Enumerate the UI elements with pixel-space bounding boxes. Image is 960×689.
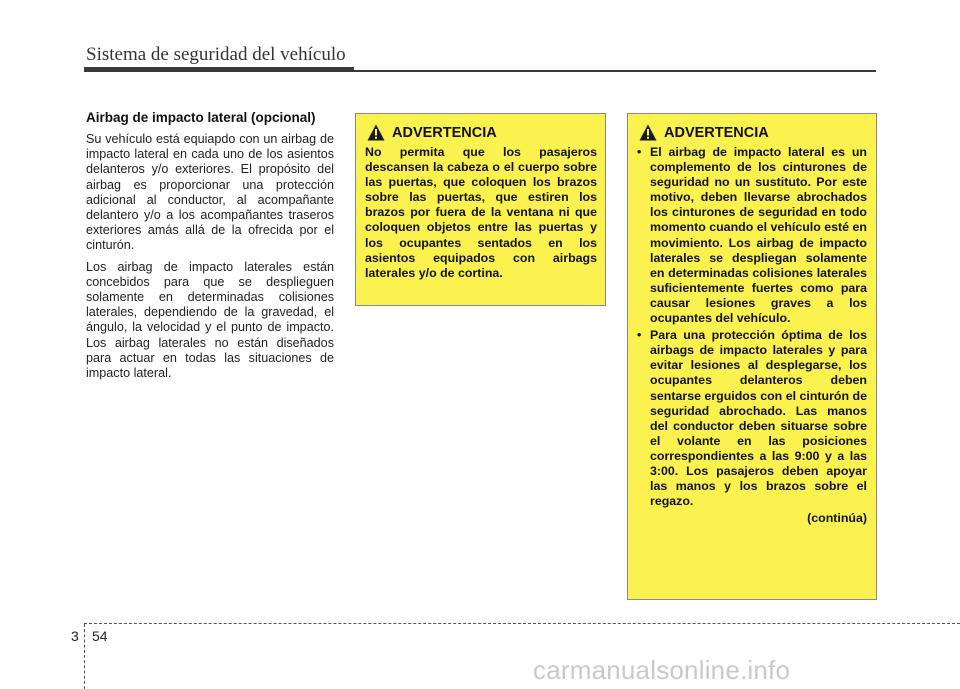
warning-title: ADVERTENCIA [392, 124, 497, 141]
warning-triangle-icon [639, 124, 657, 141]
warning-text: No permita que los pasajeros descansen la cabeza o el cuerpo sobre las puertas, que coloquen los brazos sobre las puertas, que estiren los brazos por fuera de la ventana ni que coloquen objetos entre las puertas y los ocupantes sentados en los asientos equipados con airbags laterales y/o de cortina. [365, 145, 597, 280]
section-heading: Airbag de impacto lateral (opcional) [86, 110, 316, 125]
header-rule-thin [354, 70, 876, 72]
watermark: carmanualsonline.info [533, 655, 791, 685]
chapter-number: 3 [71, 628, 79, 644]
warning-box-2 [627, 113, 877, 600]
airbag-section [86, 110, 334, 387]
warning-list [637, 145, 867, 509]
continued-label: (continúa) [807, 511, 867, 526]
warning-item-text: El airbag de impacto lateral es un complemento de los cinturones de seguridad no un sustituto. Por este motivo, deben llevarse abrochados los cinturones de seguridad en todo momento cuando el vehículo esté en movimiento. Los airbag de impacto laterales se despliegan solamente en determinadas colisiones laterales suficientemente fuertes como para causar lesiones graves a los ocupantes del vehículo. [650, 145, 867, 326]
warning-title: ADVERTENCIA [664, 124, 769, 141]
section-paragraph-2: Los airbag de impacto laterales están concebidos para que se desplieguen solamente en determinadas colisiones laterales, dependiendo de la gravedad, el ángulo, la velocidad y el punto de impacto. Los airbag laterales no están diseñados para actuar en todas las situaciones de impacto lateral. [86, 259, 334, 381]
warning-list-item [637, 328, 867, 509]
bullet-icon: • [637, 328, 642, 343]
warning-header [365, 124, 597, 141]
header-rule-thick [84, 67, 354, 72]
page-number: 54 [92, 628, 108, 644]
page-header-title: Sistema de seguridad del vehículo [86, 44, 346, 65]
warning-header [637, 124, 867, 141]
bullet-icon: • [637, 145, 642, 159]
warning-box-1 [355, 113, 606, 306]
warning-item-text: Para una protección óptima de los airbags de impacto laterales y para evitar lesiones al desplegarse, los ocupantes delanteros deben sentarse erguidos con el cinturón de seguridad abrochado. Las manos del conductor deben situarse sobre el volante en las posiciones correspondientes a las 9:00 y a las 3:00. Los pasajeros deben apoyar las manos y los brazos sobre el regazo. [650, 328, 867, 509]
section-paragraph-1: Su vehículo está equiapdo con un airbag de impacto lateral en cada uno de los asientos delanteros y/o exteriores. El propósito del airbag es proporcionar una protección adicional al conductor, al acompañante delantero y/o a los acompañantes traseros exteriores amás allá de la ofrecida por el cinturón. [86, 132, 334, 253]
footer-rule [84, 623, 960, 624]
footer-vertical-rule [84, 624, 85, 689]
warning-triangle-icon [367, 124, 385, 141]
warning-list-item [637, 145, 867, 326]
